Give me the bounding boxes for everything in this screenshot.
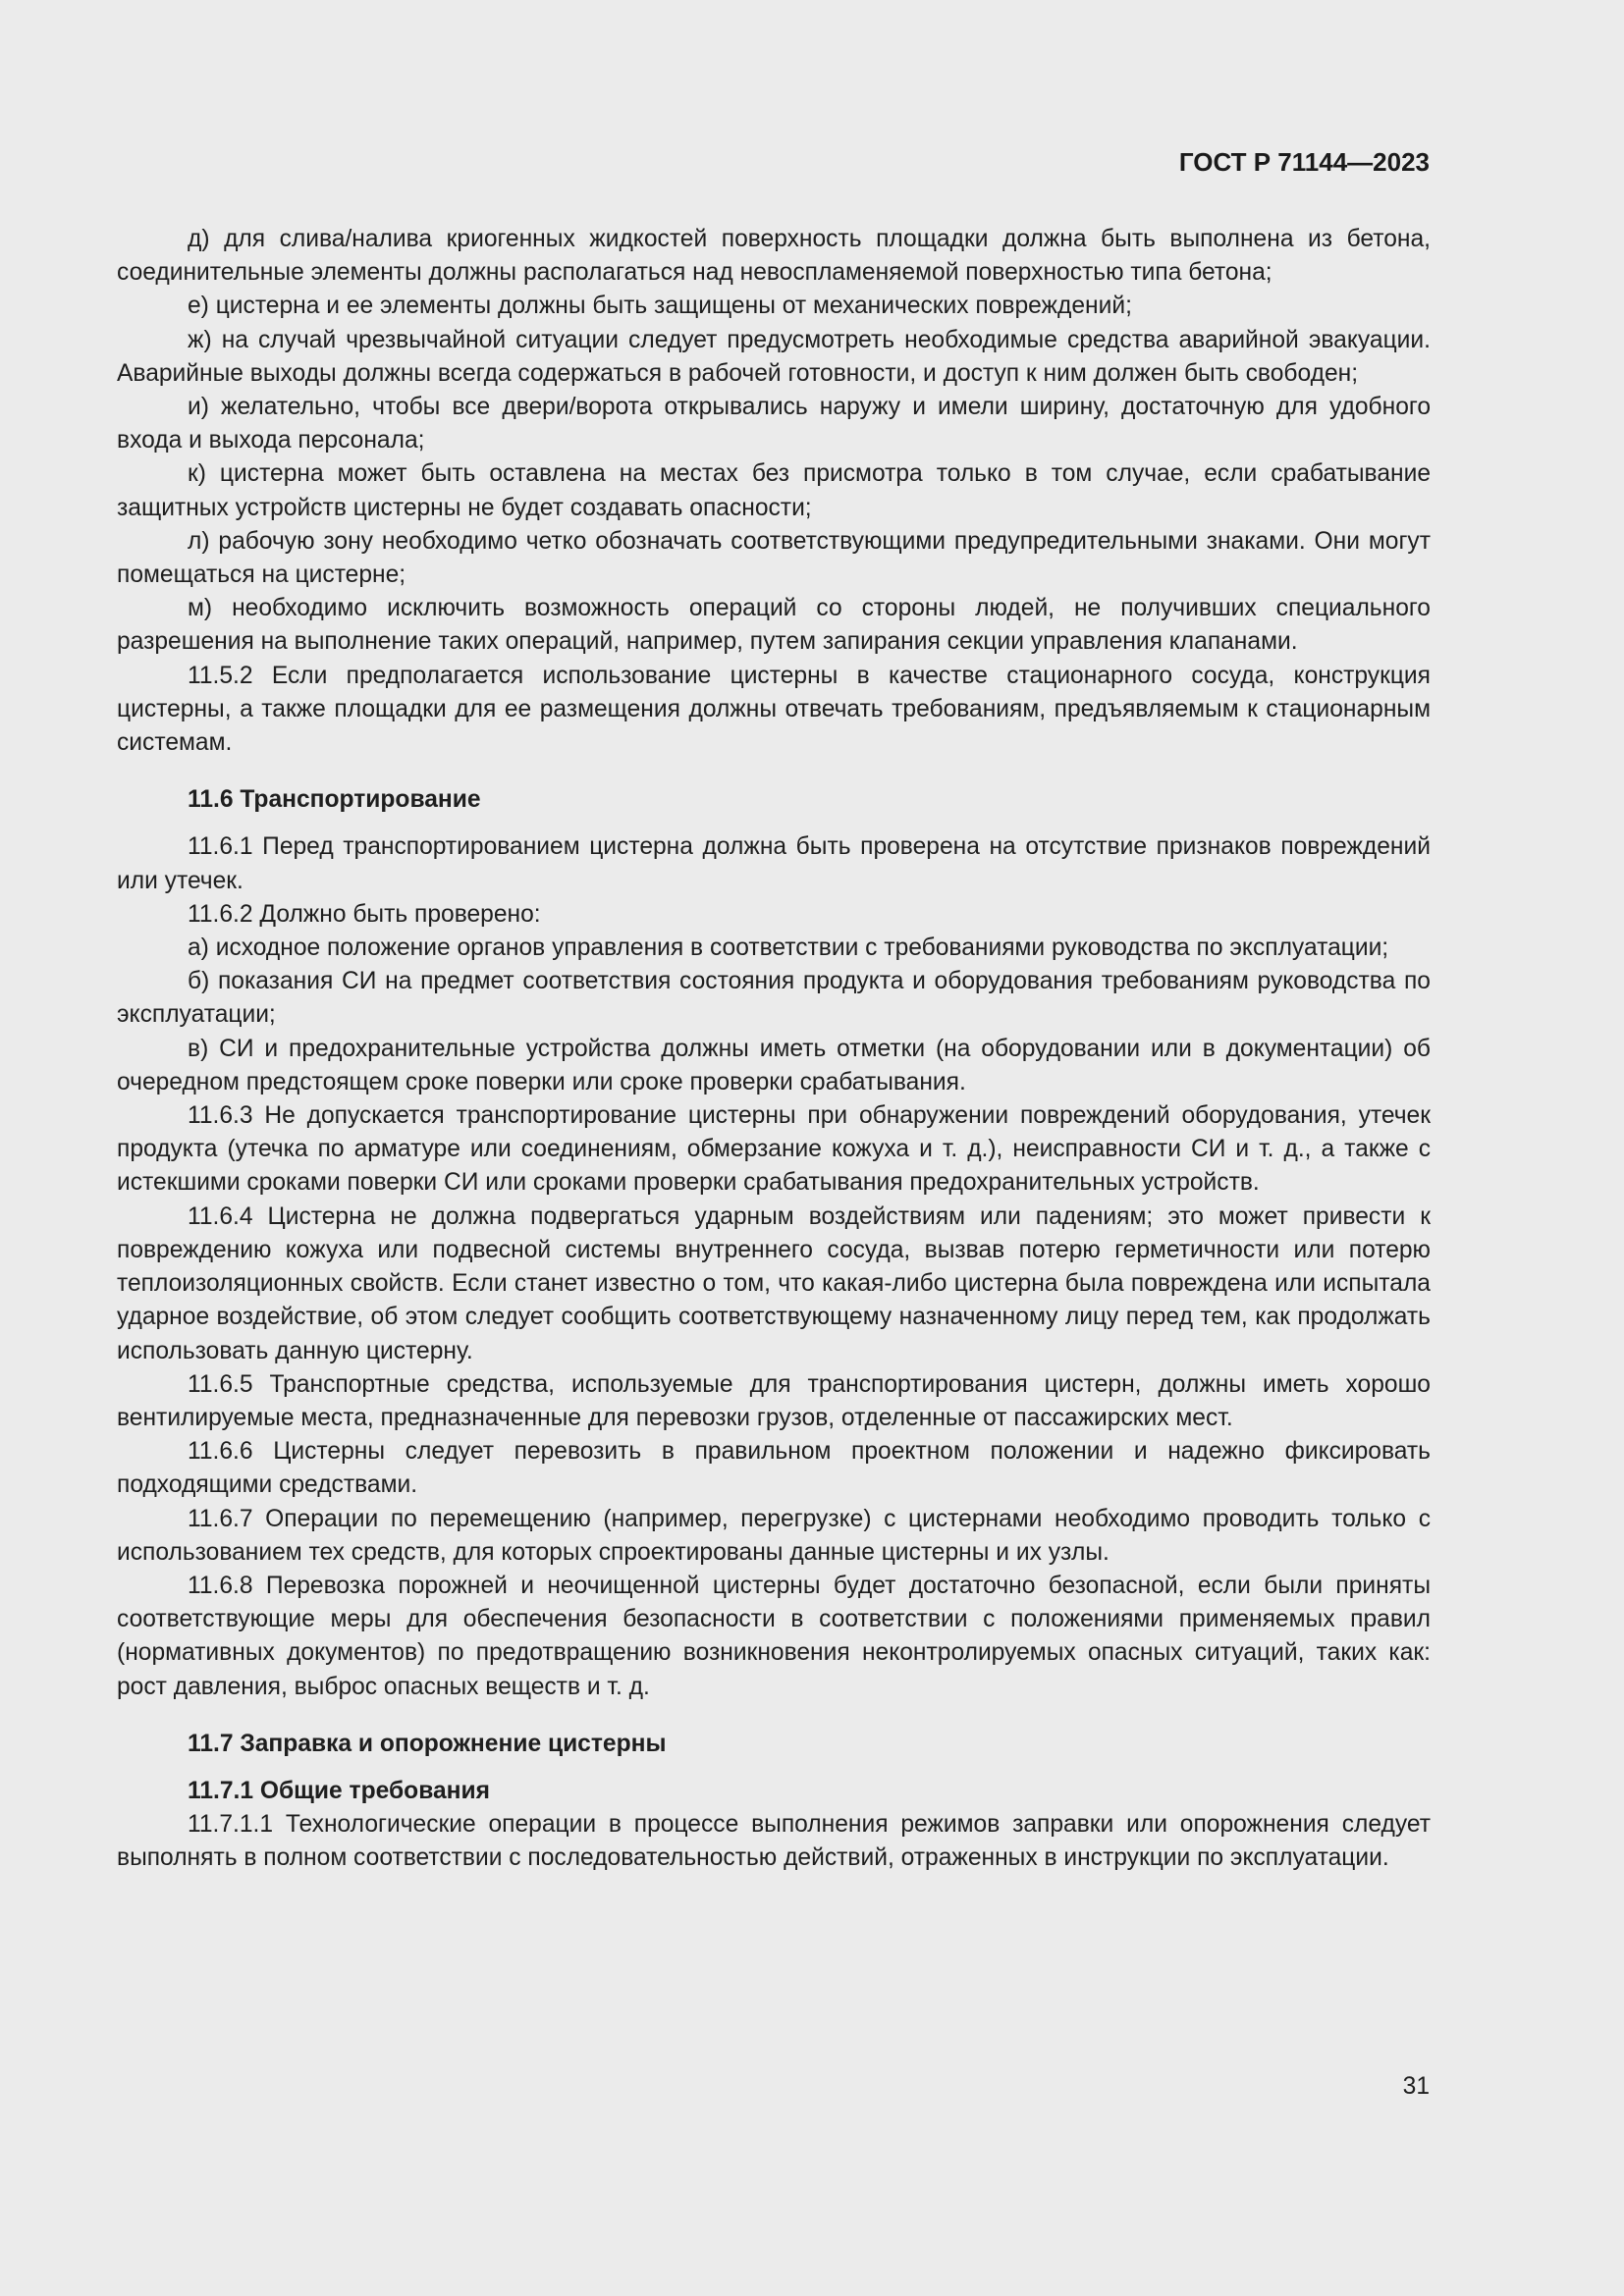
clause-11-6-5: 11.6.5 Транспортные средства, используемые для транспортирования цистерн, должны иметь хорошо вентилируемые места, предназначенные для перевозки грузов, отделенные от пассажирских мест. <box>117 1370 1431 1431</box>
subsection-heading-11-7-1: 11.7.1 Общие требования <box>188 1777 490 1804</box>
list-item-zh: ж) на случай чрезвычайной ситуации следует предусмотреть необходимые средства аварийной эвакуации. Аварийные выходы должны всегда содержаться в рабочей готовности, и доступ к ним должен быть свободен; <box>117 326 1431 387</box>
document-body <box>117 223 1431 1876</box>
page-number: 31 <box>1402 2073 1430 2100</box>
clause-11-5-2: 11.5.2 Если предполагается использование цистерны в качестве стационарного сосуда, конструкция цистерны, а также площадки для ее размещения должны отвечать требованиям, предъявляемым к стационарным системам. <box>117 662 1431 757</box>
list-item-v: в) СИ и предохранительные устройства должны иметь отметки (на оборудовании или в документации) об очередном предстоящем сроке поверки или сроке проверки срабатывания. <box>117 1035 1431 1095</box>
list-item-d: д) для слива/налива криогенных жидкостей поверхность площадки должна быть выполнена из бетона, соединительные элементы должны располагаться над невоспламеняемой поверхностью типа бетона; <box>117 226 1431 287</box>
list-item-i: и) желательно, чтобы все двери/ворота открывались наружу и имели ширину, достаточную для удобного входа и выхода персонала; <box>117 394 1431 454</box>
list-item-a: а) исходное положение органов управления в соответствии с требованиями руководства по эксплуатации; <box>188 934 1389 962</box>
section-heading-11-7: 11.7 Заправка и опорожнение цистерны <box>188 1730 667 1757</box>
list-item-e: е) цистерна и ее элементы должны быть защищены от механических повреждений; <box>188 293 1132 320</box>
clause-11-6-1: 11.6.1 Перед транспортированием цистерна должна быть проверена на отсутствие признаков повреждений или утечек. <box>117 833 1431 894</box>
list-item-b: б) показания СИ на предмет соответствия состояния продукта и оборудования требованиям руководства по эксплуатации; <box>117 968 1431 1029</box>
clause-11-6-6: 11.6.6 Цистерны следует перевозить в правильном проектном положении и надежно фиксировать подходящими средствами. <box>117 1438 1431 1499</box>
clause-11-6-7: 11.6.7 Операции по перемещению (например, перегрузке) с цистернами необходимо проводить только с использованием тех средств, для которых спроектированы данные цистерны и их узлы. <box>117 1505 1431 1566</box>
clause-11-6-4: 11.6.4 Цистерна не должна подвергаться ударным воздействиям или падениям; это может привести к повреждению кожуха или подвесной системы внутреннего сосуда, вызвав потерю герметичности или потерю теплоизоляционных свойств. Если станет известно о том, что какая-либо цистерна была повреждена или испытала ударное воздействие, об этом следует сообщить соответствующему назначенному лицу перед тем, как продолжать использовать данную цистерну. <box>117 1202 1431 1364</box>
clause-11-7-1-1: 11.7.1.1 Технологические операции в процессе выполнения режимов заправки или опорожнения следует выполнять в полном соответствии с последовательностью действий, отраженных в инструкции по эксплуатации. <box>117 1811 1431 1872</box>
document-code: ГОСТ Р 71144—2023 <box>1178 147 1430 177</box>
list-item-m: м) необходимо исключить возможность операций со стороны людей, не получивших специального разрешения на выполнение таких операций, например, путем запирания секции управления клапанами. <box>117 595 1431 656</box>
section-heading-11-6: 11.6 Транспортирование <box>188 786 481 814</box>
list-item-k: к) цистерна может быть оставлена на местах без присмотра только в том случае, если срабатывание защитных устройств цистерны не будет создавать опасности; <box>117 460 1431 521</box>
clause-11-6-2: 11.6.2 Должно быть проверено: <box>188 900 541 928</box>
clause-11-6-8: 11.6.8 Перевозка порожней и неочищенной цистерны будет достаточно безопасной, если были приняты соответствующие меры для обеспечения безопасности в соответствии с положениями применяемых правил (нормативных документов) по предотвращению возникновения неконтролируемых опасных ситуаций, таких как: рост давления, выброс опасных веществ и т. д. <box>117 1572 1431 1700</box>
clause-11-6-3: 11.6.3 Не допускается транспортирование цистерны при обнаружении повреждений оборудования, утечек продукта (утечка по арматуре или соединениям, обмерзание кожуха и т. д.), неисправности СИ и т. д., а также с истекшими сроками поверки СИ или сроками проверки срабатывания предохранительных устройств. <box>117 1102 1431 1197</box>
list-item-l: л) рабочую зону необходимо четко обозначать соответствующими предупредительными знаками. Они могут помещаться на цистерне; <box>117 527 1431 589</box>
